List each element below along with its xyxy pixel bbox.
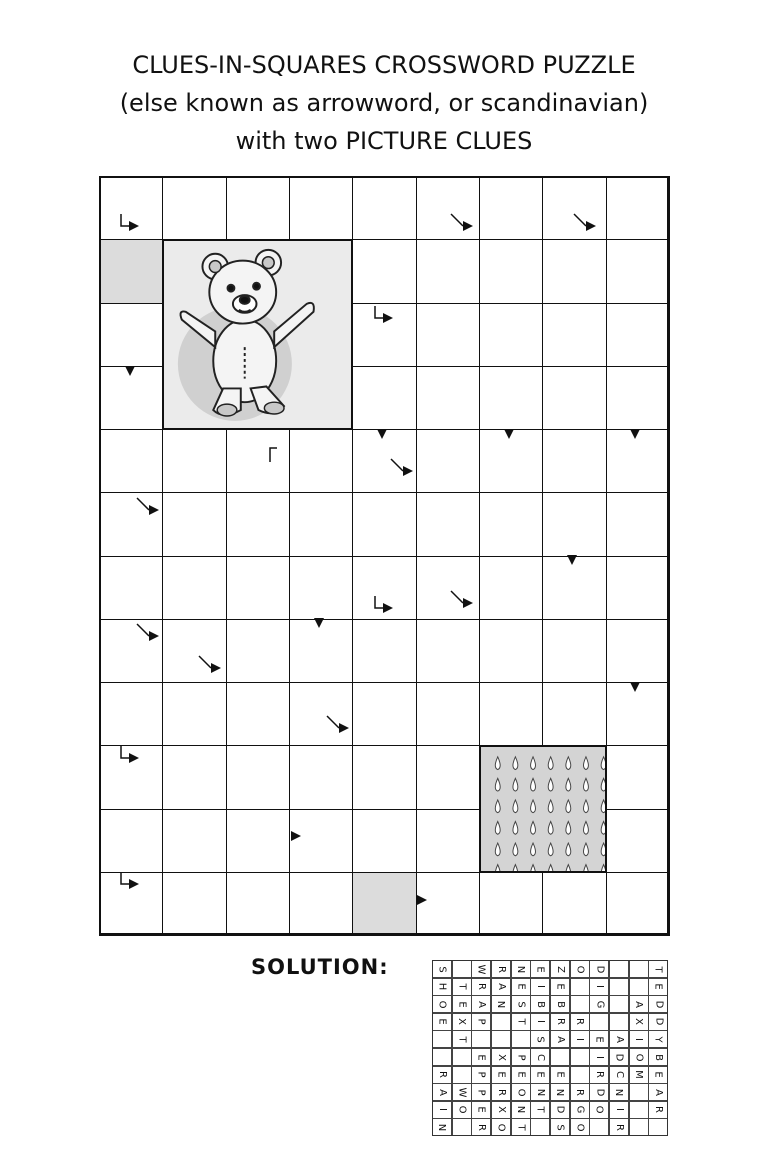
solution-cell: P [471, 1083, 491, 1101]
solution-cell [491, 1013, 511, 1031]
arrow-diagonal-icon-head [149, 505, 159, 515]
title-line-3: with two PICTURE CLUES [235, 127, 533, 155]
solution-cell: O [589, 1101, 609, 1119]
solution-cell: B [530, 995, 550, 1013]
arrow-right-icon [375, 306, 383, 318]
solution-cell: R [471, 978, 491, 996]
solution-cell: T [648, 960, 668, 978]
solution-cell [432, 1030, 452, 1048]
solution-cell [491, 1030, 511, 1048]
solution-cell: H [432, 978, 452, 996]
arrow-diagonal-icon-head [149, 631, 159, 641]
solution-cell: O [511, 1083, 531, 1101]
arrow-down-icon [630, 682, 640, 692]
solution-cell [629, 1083, 649, 1101]
solution-cell [629, 960, 649, 978]
arrow-diagonal-icon [574, 214, 586, 226]
solution-cell: X [452, 1013, 472, 1031]
solution-cell: X [491, 1048, 511, 1066]
clue-arrows [99, 176, 669, 935]
solution-cell: E [471, 1048, 491, 1066]
solution-cell: E [511, 978, 531, 996]
arrow-right-icon-head [383, 603, 393, 613]
solution-cell: D [589, 1083, 609, 1101]
solution-cell: M [629, 1066, 649, 1084]
arrow-up-right-icon [270, 448, 277, 462]
solution-cell [609, 995, 629, 1013]
solution-cell: I [589, 1048, 609, 1066]
solution-cell: X [629, 1013, 649, 1031]
solution-cell: N [609, 1083, 629, 1101]
arrow-down-icon [504, 429, 514, 439]
arrow-diagonal-icon-head [463, 598, 473, 608]
solution-grid [432, 960, 668, 1136]
solution-cell: R [648, 1101, 668, 1119]
solution-cell: E [550, 978, 570, 996]
solution-cell: E [491, 1066, 511, 1084]
solution-cell: R [570, 1083, 590, 1101]
arrow-diagonal-icon-head [211, 663, 221, 673]
solution-cell [452, 960, 472, 978]
solution-cell [589, 1118, 609, 1136]
solution-cell [609, 1013, 629, 1031]
solution-cell [471, 1030, 491, 1048]
solution-cell: B [550, 995, 570, 1013]
solution-cell: E [589, 1030, 609, 1048]
solution-cell: D [609, 1048, 629, 1066]
solution-cell: D [648, 1013, 668, 1031]
solution-cell: R [570, 1013, 590, 1031]
arrow-right-icon-head [129, 753, 139, 763]
solution-cell: N [491, 995, 511, 1013]
solution-cell: A [491, 978, 511, 996]
solution-cell [609, 978, 629, 996]
solution-cell [629, 1118, 649, 1136]
solution-cell [629, 1101, 649, 1119]
solution-cell [530, 1118, 550, 1136]
solution-cell: E [432, 1013, 452, 1031]
solution-cell: A [432, 1083, 452, 1101]
solution-cell [629, 978, 649, 996]
arrow-down-icon [567, 555, 577, 565]
arrow-down-icon [125, 366, 135, 376]
solution-cell: P [471, 1066, 491, 1084]
solution-cell: E [550, 1066, 570, 1084]
solution-cell [589, 1013, 609, 1031]
solution-cell: G [589, 995, 609, 1013]
solution-cell: T [452, 1030, 472, 1048]
solution-cell: D [648, 995, 668, 1013]
solution-cell: P [471, 1013, 491, 1031]
solution-cell: N [511, 1101, 531, 1119]
solution-cell [432, 1048, 452, 1066]
solution-cell [570, 1048, 590, 1066]
solution-cell: E [530, 1066, 550, 1084]
puzzle-title [0, 46, 768, 160]
solution-cell: T [452, 978, 472, 996]
solution-cell: N [432, 1118, 452, 1136]
solution-cell: R [432, 1066, 452, 1084]
solution-cell [570, 1066, 590, 1084]
solution-cell [570, 978, 590, 996]
solution-cell: E [471, 1101, 491, 1119]
solution-cell: N [511, 960, 531, 978]
solution-cell: D [550, 1101, 570, 1119]
solution-cell: T [530, 1101, 550, 1119]
arrow-right-icon [375, 596, 383, 608]
solution-cell: E [511, 1066, 531, 1084]
solution-cell: E [648, 1066, 668, 1084]
solution-cell: O [491, 1118, 511, 1136]
arrow-right-icon-head [383, 313, 393, 323]
solution-cell: I [609, 1101, 629, 1119]
arrow-down-icon [630, 429, 640, 439]
title-line-2: (else known as arrowword, or scandinavian) [119, 89, 649, 117]
solution-cell: X [491, 1101, 511, 1119]
solution-cell: R [589, 1066, 609, 1084]
solution-cell: O [629, 1048, 649, 1066]
solution-cell [550, 1048, 570, 1066]
arrow-diagonal-icon [327, 716, 339, 728]
solution-cell: A [609, 1030, 629, 1048]
solution-cell: E [530, 960, 550, 978]
arrow-diagonal-icon [199, 656, 211, 668]
solution-cell [452, 1118, 472, 1136]
solution-cell: I [570, 1030, 590, 1048]
solution-cell: P [511, 1048, 531, 1066]
solution-cell [452, 1066, 472, 1084]
solution-cell: T [511, 1118, 531, 1136]
arrow-diagonal-icon [391, 459, 403, 471]
arrow-right-icon [121, 214, 129, 226]
solution-cell [609, 960, 629, 978]
arrow-right-icon [417, 895, 427, 905]
solution-cell: A [648, 1083, 668, 1101]
solution-cell: R [471, 1118, 491, 1136]
arrow-down-icon [314, 618, 324, 628]
solution-cell: S [432, 960, 452, 978]
arrow-right-icon-head [129, 221, 139, 231]
solution-cell: I [530, 978, 550, 996]
solution-cell: D [589, 960, 609, 978]
arrow-diagonal-icon-head [339, 723, 349, 733]
arrow-diagonal-icon-head [403, 466, 413, 476]
solution-cell: O [452, 1101, 472, 1119]
solution-cell: R [491, 960, 511, 978]
solution-cell [648, 1118, 668, 1136]
arrow-diagonal-icon [451, 214, 463, 226]
solution-cell: R [609, 1118, 629, 1136]
solution-cell: N [530, 1083, 550, 1101]
solution-cell [570, 995, 590, 1013]
crossword-grid [99, 176, 669, 935]
solution-cell: O [432, 995, 452, 1013]
arrow-right-icon [121, 746, 129, 758]
solution-cell: B [648, 1048, 668, 1066]
solution-cell [511, 1030, 531, 1048]
arrow-diagonal-icon-head [586, 221, 596, 231]
solution-cell: O [570, 960, 590, 978]
solution-cell [452, 1048, 472, 1066]
solution-cell: R [491, 1083, 511, 1101]
arrow-right-icon [121, 872, 129, 884]
solution-cell: E [452, 995, 472, 1013]
solution-cell: Z [550, 960, 570, 978]
solution-cell: S [550, 1118, 570, 1136]
solution-cell: R [550, 1013, 570, 1031]
solution-cell: I [629, 1030, 649, 1048]
solution-cell: A [629, 995, 649, 1013]
solution-cell: I [530, 1013, 550, 1031]
solution-cell: I [589, 978, 609, 996]
arrow-diagonal-icon [137, 624, 149, 636]
solution-label: SOLUTION: [251, 955, 389, 979]
solution-cell: S [511, 995, 531, 1013]
title-line-1: CLUES-IN-SQUARES CROSSWORD PUZZLE [132, 51, 636, 79]
arrow-right-icon-head [129, 879, 139, 889]
solution-cell: C [530, 1048, 550, 1066]
solution-cell: W [452, 1083, 472, 1101]
solution-cell: Y [648, 1030, 668, 1048]
solution-cell: E [648, 978, 668, 996]
solution-cell: A [550, 1030, 570, 1048]
solution-cell: I [432, 1101, 452, 1119]
solution-cell: S [530, 1030, 550, 1048]
solution-cell: A [471, 995, 491, 1013]
arrow-diagonal-icon [451, 591, 463, 603]
arrow-diagonal-icon [137, 498, 149, 510]
arrow-down-icon [377, 429, 387, 439]
arrow-right-icon [291, 831, 301, 841]
solution-cell: O [570, 1118, 590, 1136]
solution-cell: C [609, 1066, 629, 1084]
solution-cell: N [550, 1083, 570, 1101]
solution-cell: W [471, 960, 491, 978]
arrow-diagonal-icon-head [463, 221, 473, 231]
solution-cell: T [511, 1013, 531, 1031]
solution-cell: G [570, 1101, 590, 1119]
